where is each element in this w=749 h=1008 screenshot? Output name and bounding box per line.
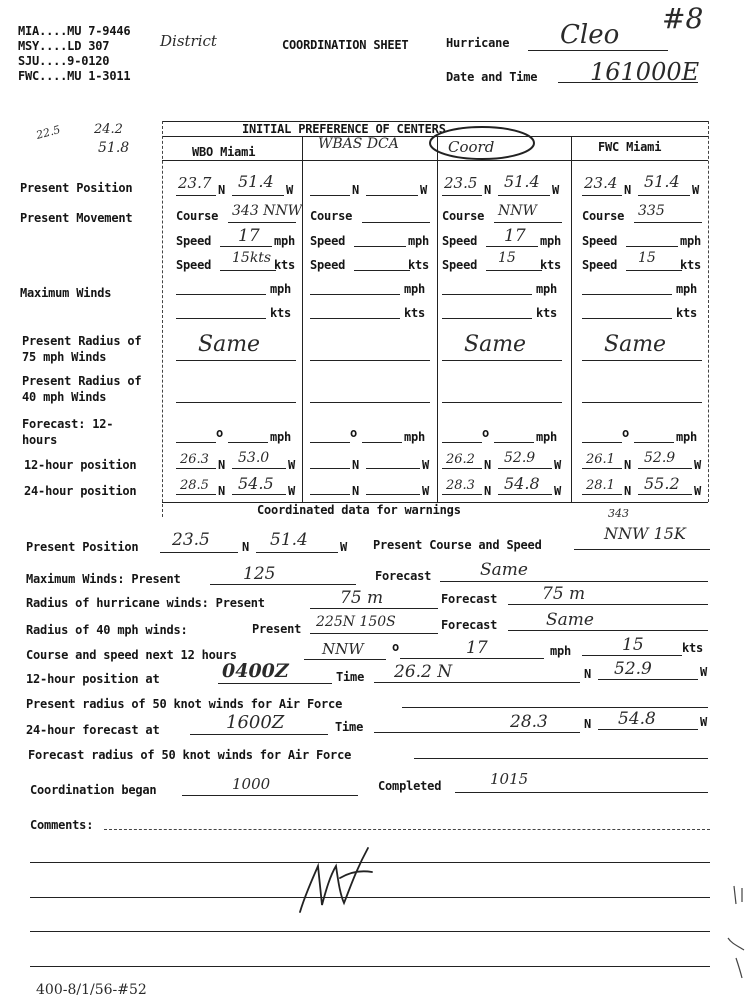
- pos12-time: 0400Z: [222, 660, 289, 682]
- n-label: N: [242, 540, 250, 554]
- kts-label: kts: [274, 258, 296, 272]
- pos12-n: 26.2: [446, 452, 475, 467]
- speed-kts-value: 15: [498, 250, 516, 266]
- mph-label: mph: [540, 234, 562, 248]
- w-label: W: [422, 484, 430, 498]
- forecast50-label: Forecast radius of 50 knot winds for Air Force: [28, 748, 352, 762]
- w-label: W: [692, 183, 700, 197]
- mph-label: mph: [536, 282, 558, 296]
- mph-label: mph: [680, 234, 702, 248]
- degree-mark: o: [392, 640, 400, 654]
- row-label: Present Radius of 75 mph Winds: [22, 334, 142, 364]
- radius75-value: Same: [198, 332, 261, 357]
- present-n-value: 23.5: [172, 530, 210, 550]
- row-label: Present Radius of 40 mph Winds: [22, 374, 142, 404]
- w-label: W: [694, 458, 702, 472]
- pos24-n: 28.1: [586, 478, 615, 493]
- radius-hurricane-label: Radius of hurricane winds: Present: [26, 596, 265, 610]
- mph-label: mph: [536, 430, 558, 444]
- pos12-n: 26.1: [586, 452, 615, 467]
- pos12-w: 52.9: [504, 450, 536, 466]
- radius75-value: Same: [464, 332, 527, 357]
- w-label: W: [700, 665, 708, 679]
- row-label: 12-hour position: [24, 458, 137, 472]
- mph-label: mph: [270, 282, 292, 296]
- degree-mark: o: [482, 426, 490, 440]
- sheet-title: COORDINATION SHEET: [282, 38, 409, 52]
- code-line: MSY....LD 307: [18, 39, 110, 53]
- pos24-n: 28.5: [180, 478, 209, 493]
- degree-mark: o: [350, 426, 358, 440]
- speed-label: Speed: [176, 258, 212, 272]
- fc24-n-value: 28.3: [510, 712, 548, 732]
- pos24-w: 55.2: [644, 474, 680, 493]
- kts-label: kts: [536, 306, 558, 320]
- began-label: Coordination began: [30, 783, 157, 797]
- present-position-w: 51.4: [644, 172, 680, 191]
- course-label: Course: [442, 209, 485, 223]
- hurricane-label: Hurricane: [446, 36, 510, 50]
- w-label: W: [340, 540, 348, 554]
- speed-label: Speed: [176, 234, 212, 248]
- pos12-n: 26.3: [180, 452, 209, 467]
- fc24-label: 24-hour forecast at: [26, 723, 160, 737]
- column-header-wbas: WBAS DCA: [318, 136, 399, 152]
- present-position-n: 23.7: [178, 174, 212, 192]
- n-label: N: [484, 458, 492, 472]
- radius40-forecast: Same: [546, 610, 594, 630]
- course-label: Course: [582, 209, 625, 223]
- began-value: 1000: [232, 775, 271, 793]
- speed-label: Speed: [442, 258, 478, 272]
- hurricane-name: Cleo: [560, 20, 620, 50]
- w-label: W: [552, 183, 560, 197]
- course-value: 335: [638, 203, 665, 219]
- speed-label: Speed: [582, 234, 618, 248]
- course-speed-value: NNW 15K: [604, 524, 686, 543]
- speed-kts-value: 15: [638, 250, 656, 266]
- mph-label: mph: [550, 644, 572, 658]
- max-winds-label: Maximum Winds: Present: [26, 572, 181, 586]
- table-footer: Coordinated data for warnings: [257, 503, 461, 517]
- n-label: N: [218, 484, 226, 498]
- pos12-label: 12-hour position at: [26, 672, 160, 686]
- time-label: Time: [335, 720, 364, 734]
- pos12-w-value: 52.9: [614, 659, 652, 679]
- radius75-value: Same: [604, 332, 667, 357]
- w-label: W: [554, 484, 562, 498]
- degree-mark: o: [622, 426, 630, 440]
- kts-label: kts: [682, 641, 704, 655]
- margin-note: 24.2: [94, 122, 123, 137]
- radius40-label: Radius of 40 mph winds:: [26, 623, 188, 637]
- kts-label: kts: [680, 258, 702, 272]
- course-speed-label: Present Course and Speed: [373, 538, 542, 552]
- column-header-wbo: WBO Miami: [192, 145, 256, 159]
- max-winds-forecast: Same: [480, 560, 528, 580]
- speed-label: Speed: [442, 234, 478, 248]
- n-label: N: [624, 458, 632, 472]
- column-header-coord: Coord: [448, 138, 495, 156]
- n-label: N: [352, 484, 360, 498]
- completed-value: 1015: [490, 770, 529, 788]
- w-label: W: [422, 458, 430, 472]
- row-label: Forecast: 12-hours: [22, 417, 114, 447]
- present-w-value: 51.4: [270, 530, 308, 550]
- code-line: FWC....MU 1-3011: [18, 69, 131, 83]
- next12-course: NNW: [322, 640, 364, 658]
- table-caption: INITIAL PREFERENCE OF CENTERS: [242, 122, 446, 136]
- radius-hurricane-forecast: 75 m: [542, 584, 586, 604]
- pos24-n: 28.3: [446, 478, 475, 493]
- date-time-value: 161000E: [590, 58, 700, 86]
- mph-label: mph: [404, 430, 426, 444]
- forecast-label: Forecast: [375, 569, 432, 583]
- degree-mark: o: [216, 426, 224, 440]
- next12-label: Course and speed next 12 hours: [26, 648, 237, 662]
- n-label: N: [352, 458, 360, 472]
- n-label: N: [352, 183, 360, 197]
- mph-label: mph: [274, 234, 296, 248]
- speed-mph-value: 17: [238, 226, 260, 246]
- present-position-w: 51.4: [238, 172, 274, 191]
- w-label: W: [288, 484, 296, 498]
- kts-label: kts: [270, 306, 292, 320]
- w-label: W: [288, 458, 296, 472]
- time-label: Time: [336, 670, 365, 684]
- course-label: Course: [176, 209, 219, 223]
- n-label: N: [624, 183, 632, 197]
- w-label: W: [286, 183, 294, 197]
- next12-mph-value: 17: [466, 638, 488, 658]
- column-header-fwc: FWC Miami: [598, 140, 662, 154]
- district-note: District: [160, 32, 217, 50]
- course-value: NNW: [498, 203, 537, 219]
- pos24-w: 54.5: [238, 474, 274, 493]
- w-label: W: [694, 484, 702, 498]
- n-label: N: [584, 667, 592, 681]
- present-label: Present: [252, 622, 302, 636]
- present-position-n: 23.4: [584, 174, 618, 192]
- comments-label: Comments:: [30, 818, 94, 832]
- pos24-w: 54.8: [504, 474, 540, 493]
- mph-label: mph: [270, 430, 292, 444]
- present-position-label: Present Position: [26, 540, 139, 554]
- kts-label: kts: [676, 306, 698, 320]
- date-time-label: Date and Time: [446, 70, 538, 84]
- mph-label: mph: [676, 430, 698, 444]
- forecast-label: Forecast: [441, 592, 498, 606]
- fc24-time: 1600Z: [226, 712, 285, 733]
- margin-note: 51.8: [98, 140, 130, 156]
- completed-label: Completed: [378, 779, 442, 793]
- form-number: 400-8/1/56-#52: [36, 982, 147, 998]
- speed-label: Speed: [310, 234, 346, 248]
- radius-hurricane-present: 75 m: [340, 588, 384, 608]
- pos12-w: 52.9: [644, 450, 676, 466]
- speed-kts-value: 15kts: [232, 250, 272, 266]
- radius40-present: 225N 150S: [316, 614, 396, 630]
- speed-mph-value: 17: [504, 226, 526, 246]
- n-label: N: [484, 183, 492, 197]
- margin-note: 22.5: [34, 123, 62, 142]
- mph-label: mph: [404, 282, 426, 296]
- w-label: W: [420, 183, 428, 197]
- n-label: N: [484, 484, 492, 498]
- present-position-n: 23.5: [444, 174, 478, 192]
- n-label: N: [584, 717, 592, 731]
- kts-label: kts: [404, 306, 426, 320]
- row-label: 24-hour position: [24, 484, 137, 498]
- course-speed-note: 343: [608, 507, 629, 520]
- mph-label: mph: [408, 234, 430, 248]
- airforce50-label: Present radius of 50 knot winds for Air Force: [26, 697, 343, 711]
- sheet-number: #8: [662, 2, 704, 35]
- w-label: W: [700, 715, 708, 729]
- forecast-label: Forecast: [441, 618, 498, 632]
- n-label: N: [218, 183, 226, 197]
- speed-label: Speed: [310, 258, 346, 272]
- row-label: Maximum Winds: [20, 286, 112, 300]
- course-label: Course: [310, 209, 353, 223]
- pos12-n-value: 26.2 N: [394, 662, 453, 682]
- next12-kts-value: 15: [622, 635, 644, 655]
- kts-label: kts: [408, 258, 430, 272]
- present-position-w: 51.4: [504, 172, 540, 191]
- course-value: 343 NNW: [232, 203, 303, 219]
- row-label: Present Position: [20, 181, 133, 195]
- w-label: W: [554, 458, 562, 472]
- mph-label: mph: [676, 282, 698, 296]
- n-label: N: [624, 484, 632, 498]
- speed-label: Speed: [582, 258, 618, 272]
- code-line: SJU....9-0120: [18, 54, 110, 68]
- pos12-w: 53.0: [238, 450, 270, 466]
- max-winds-present: 125: [243, 564, 276, 584]
- kts-label: kts: [540, 258, 562, 272]
- code-line: MIA....MU 7-9446: [18, 24, 131, 38]
- fc24-w-value: 54.8: [618, 709, 656, 729]
- n-label: N: [218, 458, 226, 472]
- row-label: Present Movement: [20, 211, 133, 225]
